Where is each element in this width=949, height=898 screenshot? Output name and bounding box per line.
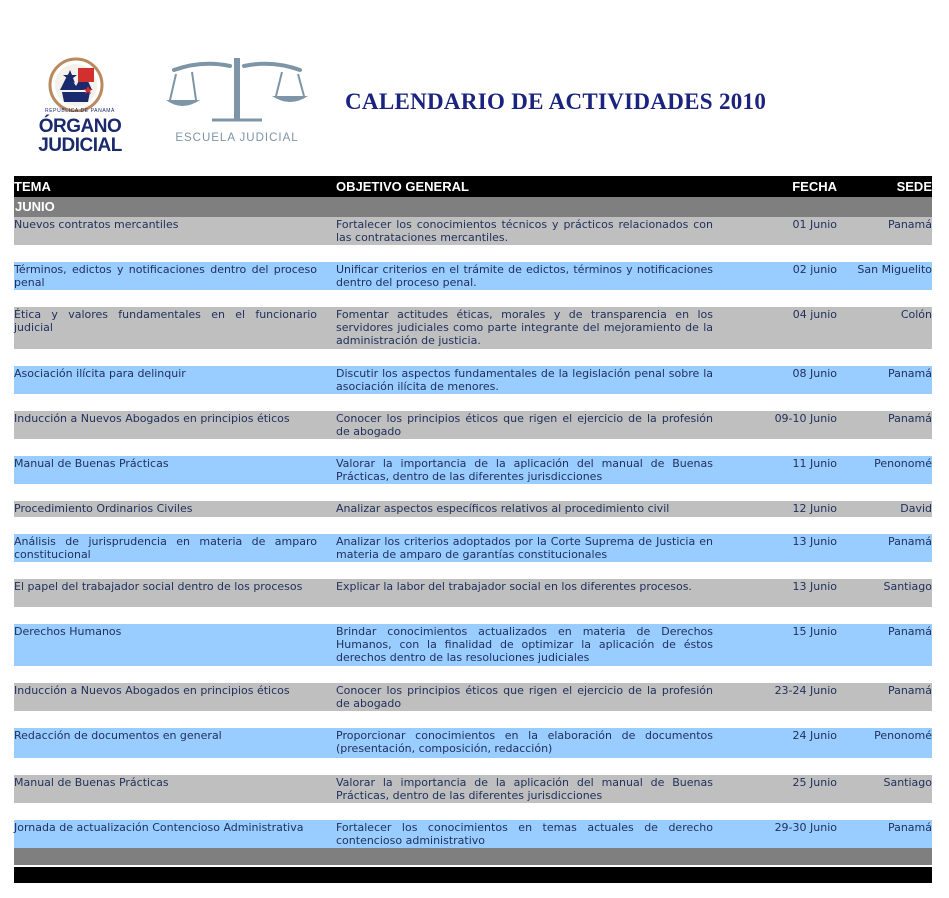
table-row: [14, 501, 932, 517]
row-separator: [14, 290, 932, 307]
month-label: JUNIO: [15, 199, 55, 214]
cell-tema: Manual de Buenas Prácticas: [14, 457, 169, 470]
cell-sede: San Miguelito: [857, 263, 932, 276]
cell-objetivo: Valorar la importancia de la aplicación del manual de Buenas Prácticas, dentro de las diferentes jurisdicciones: [336, 776, 713, 802]
cell-fecha: 25 Junio: [792, 776, 837, 789]
scales-of-justice-icon: [162, 56, 312, 132]
table-row: [14, 534, 932, 562]
logo-text-organo: ÓRGANO: [38, 116, 122, 137]
table-footer-bar: [14, 848, 932, 865]
cell-sede: Santiago: [883, 776, 932, 789]
cell-objetivo: Conocer los principios éticos que rigen el ejercicio de la profesión de abogado: [336, 684, 713, 710]
row-separator: [14, 666, 932, 683]
column-header-objetivo: OBJETIVO GENERAL: [336, 179, 469, 194]
cell-sede: Penonomé: [874, 729, 932, 742]
activities-table: [14, 176, 932, 883]
cell-tema: Redacción de documentos en general: [14, 729, 222, 742]
page-title: CALENDARIO DE ACTIVIDADES 2010: [345, 89, 767, 114]
cell-sede: Penonomé: [874, 457, 932, 470]
cell-fecha: 29-30 Junio: [774, 821, 837, 834]
table-row: [14, 820, 932, 848]
cell-fecha: 01 Junio: [792, 218, 837, 231]
cell-tema: El papel del trabajador social dentro de los procesos: [14, 580, 303, 593]
cell-tema: Procedimiento Ordinarios Civiles: [14, 502, 193, 515]
table-row: [14, 683, 932, 711]
table-row: [14, 411, 932, 439]
cell-tema: Análisis de jurisprudencia en materia de amparo constitucional: [14, 535, 317, 561]
cell-objetivo: Fomentar actitudes éticas, morales y de transparencia en los servidores judiciales como parte integrante del mejoramiento de la administración de justicia.: [336, 308, 713, 347]
cell-tema: Términos, edictos y notificaciones dentro del proceso penal: [14, 263, 317, 289]
cell-objetivo: Fortalecer los conocimientos en temas actuales de derecho contencioso administrativo: [336, 821, 713, 847]
cell-sede: Panamá: [887, 218, 932, 231]
cell-fecha: 12 Junio: [792, 502, 837, 515]
cell-objetivo: Brindar conocimientos actualizados en materia de Derechos Humanos, con la finalidad de optimizar la aplicación de éstos derechos dentro de las resoluciones judiciales: [336, 625, 713, 664]
row-separator: [14, 803, 932, 820]
logo-text-judicial: JUDICIAL: [38, 135, 122, 156]
cell-fecha: 11 Junio: [792, 457, 837, 470]
cell-objetivo: Analizar aspectos específicos relativos al procedimiento civil: [336, 502, 670, 515]
cell-sede: Panamá: [887, 535, 932, 548]
cell-objetivo: Explicar la labor del trabajador social en los diferentes procesos.: [336, 580, 692, 593]
cell-sede: Santiago: [883, 580, 932, 593]
row-separator: [14, 394, 932, 411]
escuela-judicial-text: ESCUELA JUDICIAL: [175, 132, 299, 144]
column-header-fecha: FECHA: [792, 179, 837, 194]
cell-fecha: 13 Junio: [792, 580, 837, 593]
cell-objetivo: Conocer los principios éticos que rigen el ejercicio de la profesión de abogado: [336, 412, 713, 438]
cell-fecha: 04 junio: [792, 308, 837, 321]
row-separator: [14, 607, 932, 624]
cell-fecha: 02 junio: [792, 263, 837, 276]
month-header: [14, 197, 932, 217]
cell-objetivo: Fortalecer los conocimientos técnicos y prácticos relacionados con las contrataciones mercantiles.: [336, 218, 713, 244]
cell-sede: Panamá: [887, 821, 932, 834]
cell-fecha: 13 Junio: [792, 535, 837, 548]
table-row: [14, 366, 932, 394]
row-separator: [14, 439, 932, 456]
cell-fecha: 08 Junio: [792, 367, 837, 380]
cell-objetivo: Proporcionar conocimientos en la elaboración de documentos (presentación, composición, redacción): [336, 729, 713, 755]
table-footer-bar-black: [14, 867, 932, 883]
cell-sede: Panamá: [887, 684, 932, 697]
cell-tema: Jornada de actualización Contencioso Administrativa: [14, 821, 304, 834]
cell-objetivo: Discutir los aspectos fundamentales de la legislación penal sobre la asociación ilícita de menores.: [336, 367, 713, 393]
row-separator: [14, 517, 932, 534]
logo-arc-text: REPÚBLICA DE PANAMÁ: [45, 108, 115, 114]
cell-objetivo: Analizar los criterios adoptados por la Corte Suprema de Justicia en materia de amparo de garantías constitucionales: [336, 535, 713, 561]
table-header: [14, 176, 932, 197]
table-row: [14, 579, 932, 607]
table-row: [14, 775, 932, 803]
escuela-judicial-logo: [162, 56, 312, 152]
cell-fecha: 23-24 Junio: [774, 684, 837, 697]
table-row: [14, 262, 932, 290]
row-separator: [14, 245, 932, 262]
cell-objetivo: Unificar criterios en el trámite de edictos, términos y notificaciones dentro del proceso penal.: [336, 263, 713, 289]
table-row: [14, 456, 932, 484]
cell-tema: Asociación ilícita para delinquir: [14, 367, 186, 380]
cell-tema: Manual de Buenas Prácticas: [14, 776, 169, 789]
table-row: [14, 624, 932, 666]
column-header-tema: TEMA: [14, 179, 51, 194]
row-separator: [14, 349, 932, 366]
row-separator: [14, 758, 932, 775]
cell-fecha: 24 Junio: [792, 729, 837, 742]
cell-objetivo: Valorar la importancia de la aplicación del manual de Buenas Prácticas, dentro de las diferentes jurisdicciones: [336, 457, 713, 483]
table-row: [14, 728, 932, 758]
row-separator: [14, 562, 932, 579]
cell-tema: Ética y valores fundamentales en el funcionario judicial: [14, 308, 317, 334]
table-row: [14, 307, 932, 349]
row-separator: [14, 711, 932, 728]
cell-sede: Colón: [900, 308, 932, 321]
table-row: [14, 217, 932, 245]
coat-of-arms-icon: [32, 52, 128, 112]
cell-tema: Inducción a Nuevos Abogados en principios éticos: [14, 412, 290, 425]
cell-tema: Nuevos contratos mercantiles: [14, 218, 179, 231]
cell-sede: David: [900, 502, 932, 515]
column-header-sede: SEDE: [896, 179, 932, 194]
organo-judicial-logo: [32, 52, 128, 156]
cell-fecha: 15 Junio: [792, 625, 837, 638]
cell-sede: Panamá: [887, 367, 932, 380]
cell-sede: Panamá: [887, 412, 932, 425]
cell-tema: Inducción a Nuevos Abogados en principios éticos: [14, 684, 290, 697]
row-separator: [14, 484, 932, 501]
cell-fecha: 09-10 Junio: [774, 412, 837, 425]
cell-sede: Panamá: [887, 625, 932, 638]
cell-tema: Derechos Humanos: [14, 625, 122, 638]
